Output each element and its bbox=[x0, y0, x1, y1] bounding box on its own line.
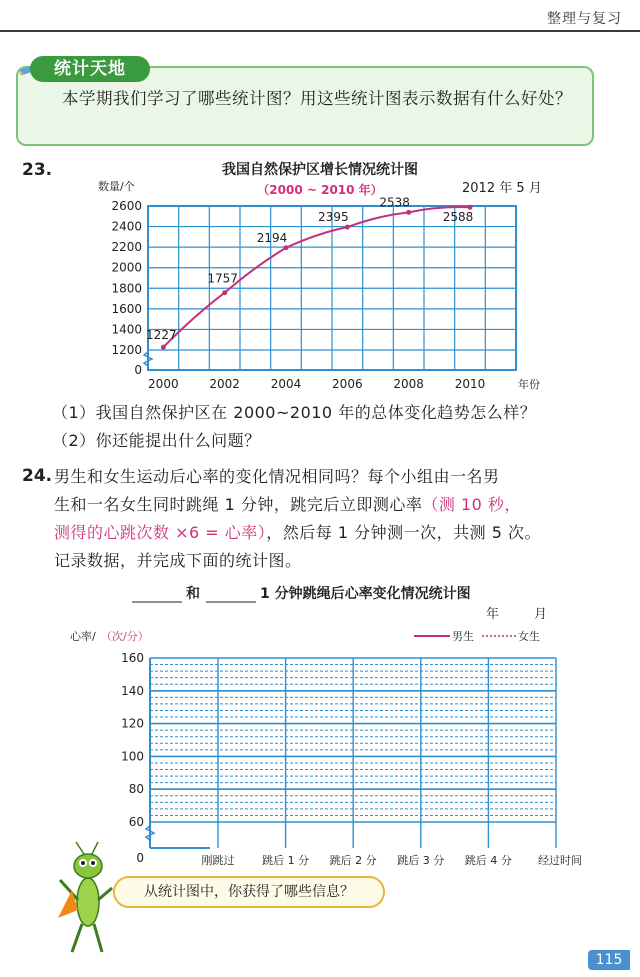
chart1-data-point bbox=[161, 345, 166, 350]
chart1-data-point bbox=[468, 205, 473, 210]
q24-line2-note: （测 10 秒， bbox=[422, 495, 521, 514]
chart1-ytick-label: 1800 bbox=[111, 281, 142, 296]
question-24-line3 bbox=[54, 522, 541, 544]
chart1-ytick-label: 1400 bbox=[111, 322, 142, 337]
chart1-date: 2012 年 5 月 bbox=[462, 181, 542, 196]
chart2-xcat-label: 刚跳过 bbox=[201, 854, 235, 867]
chart1-ytick-label: 1600 bbox=[111, 301, 142, 316]
chart2-ytick-label: 100 bbox=[121, 749, 144, 764]
chart2-title: 1 分钟跳绳后心率变化情况统计图 bbox=[260, 586, 471, 602]
chart1-data-label: 2194 bbox=[256, 230, 288, 245]
q24-line3-text: ，然后每 1 分钟测一次，共测 5 次。 bbox=[266, 523, 541, 542]
question-23-number: 23. bbox=[22, 160, 53, 180]
chart2-legend-female-label: 女生 bbox=[518, 630, 540, 643]
chart2-ytick-label: 80 bbox=[128, 782, 144, 797]
review-tag: 统计天地 bbox=[30, 56, 150, 82]
chart2-ytick-label: 60 bbox=[128, 815, 144, 829]
chart1-xlabel: 年份 bbox=[518, 378, 540, 391]
chart2-ytick-label: 140 bbox=[121, 683, 144, 698]
chart1-ytick-label: 0 bbox=[134, 363, 142, 377]
question-24-line2 bbox=[54, 494, 521, 516]
chart1-data-label: 2538 bbox=[379, 195, 410, 210]
question-23-part2: （2）你还能提出什么问题？ bbox=[52, 431, 261, 450]
chart1-data-point bbox=[222, 290, 227, 295]
chart2-ytick-label: 120 bbox=[121, 716, 144, 731]
chart1-xtick-label: 2006 bbox=[332, 377, 363, 391]
grasshopper-mascot-icon bbox=[52, 840, 116, 960]
chart1-title: 我国自然保护区增长情况统计图 bbox=[222, 162, 418, 178]
chart2-xcat-label: 跳后 2 分 bbox=[329, 854, 377, 867]
chart1-data-label: 1227 bbox=[146, 328, 177, 343]
chart1-subtitle: （2000 ~ 2010 年） bbox=[257, 183, 383, 197]
chart1-ytick-label: 2200 bbox=[111, 240, 142, 255]
chart2-legend-male-label: 男生 bbox=[452, 630, 474, 643]
question-24-line4: 记录数据，并完成下面的统计图。 bbox=[54, 551, 302, 570]
chart1-ytick-label: 2400 bbox=[111, 219, 142, 234]
nature-reserve-chart bbox=[0, 150, 640, 395]
chart2-xcat-label: 跳后 1 分 bbox=[262, 854, 310, 867]
chart1-ytick-label: 2600 bbox=[111, 199, 142, 213]
chart1-xtick-label: 2004 bbox=[270, 377, 302, 391]
q24-line2-text: 生和一名女生同时跳绳 1 分钟，跳完后立即测心率 bbox=[54, 495, 423, 514]
chart2-ylabel-unit: （次/分） bbox=[101, 630, 149, 643]
page-number: 115 bbox=[588, 950, 630, 970]
chart1-data-point bbox=[345, 225, 350, 230]
chart1-xtick-label: 2010 bbox=[454, 377, 486, 391]
q24-line3-note: 测得的心跳次数 ×6 = 心率） bbox=[54, 523, 267, 542]
question-24-line1: 男生和女生运动后心率的变化情况相同吗？每个小组由一名男 bbox=[54, 467, 500, 486]
chart1-ytick-label: 2000 bbox=[111, 260, 142, 275]
chart1-xtick-label: 2000 bbox=[148, 377, 179, 391]
chart1-ytick-label: 1200 bbox=[111, 343, 142, 357]
review-text: 本学期我们学习了哪些统计图？用这些统计图表示数据有什么好处？ bbox=[62, 89, 572, 108]
chart2-ytick-label: 0 bbox=[136, 851, 144, 865]
chart2-date-month: 月 bbox=[534, 607, 548, 622]
speech-bubble: 从统计图中，你获得了哪些信息？ bbox=[113, 876, 385, 908]
chart1-data-point bbox=[284, 245, 289, 250]
chart1-xtick-label: 2002 bbox=[209, 377, 240, 391]
chart2-xcat-label: 跳后 3 分 bbox=[397, 854, 445, 867]
chart2-date-year: 年 bbox=[486, 607, 500, 622]
question-23-part1: （1）我国自然保护区在 2000~2010 年的总体变化趋势怎么样？ bbox=[52, 403, 537, 422]
chart1-data-label: 2588 bbox=[442, 210, 474, 225]
question-24-number: 24. bbox=[22, 466, 53, 486]
chart1-xtick-label: 2008 bbox=[393, 377, 424, 391]
chart1-data-label: 2395 bbox=[318, 210, 349, 225]
header-rule bbox=[0, 30, 640, 32]
chart1-data-point bbox=[406, 210, 411, 215]
chart2-ylabel: 心率/ bbox=[70, 630, 96, 643]
chart1-data-label: 1757 bbox=[207, 271, 238, 286]
chart2-xlabel: 经过时间 bbox=[538, 854, 582, 867]
heart-rate-chart bbox=[0, 578, 640, 878]
header-title: 整理与复习 bbox=[547, 11, 622, 27]
chart2-title-and: 和 bbox=[186, 586, 200, 602]
chart2-xcat-label: 跳后 4 分 bbox=[464, 854, 512, 867]
chart1-ylabel: 数量/个 bbox=[98, 180, 135, 193]
chart2-ytick-label: 160 bbox=[121, 651, 144, 665]
